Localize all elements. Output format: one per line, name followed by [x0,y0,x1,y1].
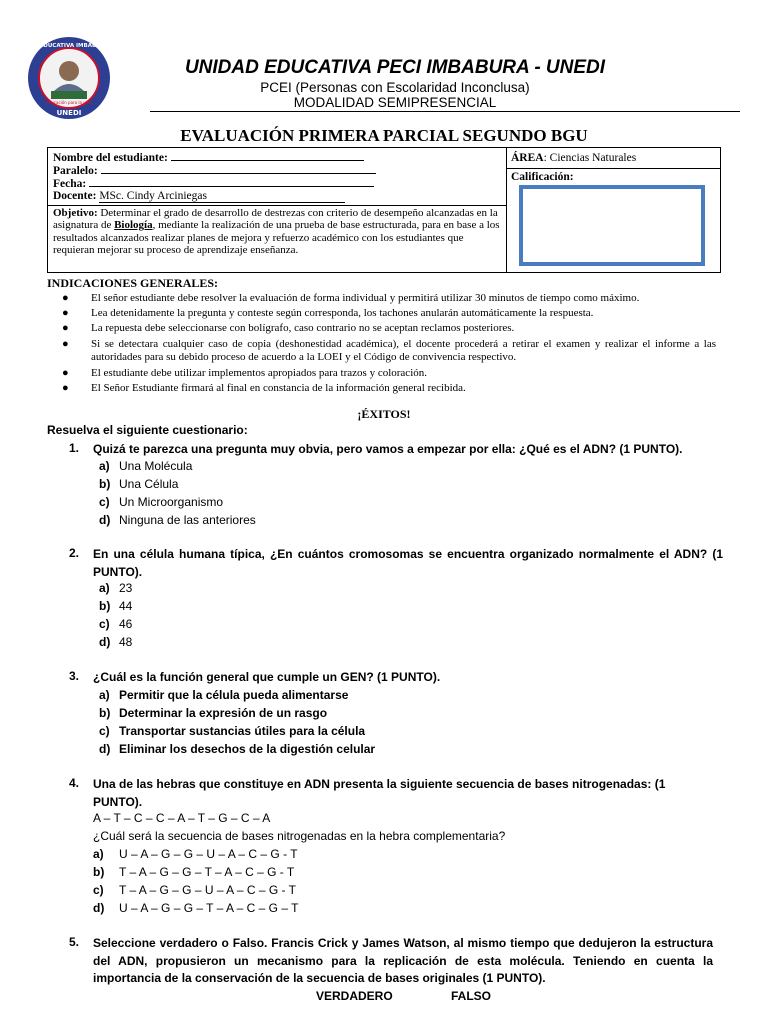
paralelo-label: Paralelo [53,165,94,177]
bullet-icon: ● [62,292,69,304]
indicaciones-list [62,292,716,397]
option-letter: b) [93,865,105,879]
bullet-icon: ● [62,307,69,320]
q4-option-c[interactable] [93,882,296,900]
q3-option-b[interactable] [99,705,327,723]
option-text: 46 [119,617,133,631]
option-text: Transportar sustancias útiles para la célula [119,724,366,738]
exitos-text: ¡ÉXITOS! [357,407,411,421]
student-info-table [47,147,721,273]
option-letter: a) [99,581,110,595]
q3-text: ¿Cuál es la función general que cumple un GEN? (1 PUNTO). [93,670,441,684]
q3-option-d[interactable] [99,741,375,759]
q5-number: 5. [69,935,80,949]
q1-option-b[interactable] [99,476,178,494]
bullet-icon: ● [62,337,69,350]
nombre-field[interactable] [171,150,364,161]
option-letter: b) [99,477,111,491]
option-text: Permitir que la célula pueda alimentarse [119,688,349,702]
q1-option-d[interactable] [99,512,256,530]
table-vertical-divider [506,148,507,272]
falso-option[interactable]: FALSO [451,989,492,1003]
docente-row: Docente: MSc. Cindy Arciniegas [53,190,345,203]
objetivo-subject: Biología [114,219,153,232]
option-text: T – A – G – G – T – A – C – G - T [119,865,295,879]
option-text: Una Molécula [119,459,193,473]
docente-label: Docente [53,190,93,202]
option-text: Eliminar los desechos de la digestión celular [119,742,376,756]
modality-subtitle: MODALIDAD SEMIPRESENCIAL [293,95,497,110]
list-item [62,367,716,381]
nombre-label: Nombre del estudiante [53,152,164,164]
option-text: 48 [119,635,133,649]
table-divider-left [48,205,506,206]
area-row: ÁREA: Ciencias Naturales [511,152,637,164]
q2-number: 2. [69,546,80,560]
option-text: U – A – G – G – T – A – C – G – T [119,901,299,915]
q4-sequence: A – T – C – C – A – T – G – C – A [93,811,271,825]
option-letter: b) [99,599,111,613]
option-letter: c) [99,617,110,631]
logo-top-text: UNIDAD EDUCATIVA IMBABURA PECI [13,43,125,49]
option-text: Ninguna de las anteriores [119,513,256,527]
area-label: ÁREA [511,152,544,164]
logo-bottom-text: UNEDI [56,109,82,117]
objetivo-part1: Determinar el grado de desarrollo de destrezas con criterio de desempeño alcanzadas en la asignatura de [53,207,498,232]
option-letter: a) [99,459,110,473]
q5-text: Seleccione verdadero o Falso. Francis Crick y James Watson, al mismo tiempo que dedujeron la estructura del ADN, propusieron un mecanismo para la replicación de esta molécula. Teniendo en cuenta la importancia de la conservación de la secuencia de bases originales (1 PUNTO). [93,936,713,985]
option-text: T – A – G – G – U – A – C – G - T [119,883,296,897]
option-text: U – A – G – G – U – A – C – G - T [119,847,298,861]
q1-option-c[interactable] [99,494,223,512]
q2-option-c[interactable] [99,616,132,634]
option-letter: d) [99,635,111,649]
q1-text: Quizá te parezca una pregunta muy obvia, pero vamos a empezar por ella: ¿Qué es el ADN? (1 PUNTO). [93,442,683,456]
q2-option-a[interactable] [99,580,132,598]
q2-option-b[interactable] [99,598,132,616]
q4-question: ¿Cuál será la secuencia de bases nitrogenadas en la hebra complementaria? [93,829,506,843]
program-subtitle: PCEI (Personas con Escolaridad Inconclusa) [260,80,530,95]
fecha-label: Fecha [53,178,83,190]
paralelo-field[interactable] [101,163,376,174]
indicacion-text: Si se detectara cualquier caso de copia (deshonestidad académica), el docente procederá a retirar el examen y realizar el informe a las autoridades para su debido proceso de acuerdo a la LOEI y el Código de convivencia respectivo. [91,337,716,364]
table-divider-right [506,168,720,169]
objetivo-text [53,207,501,256]
option-letter: a) [99,688,110,702]
option-letter: d) [99,742,111,756]
option-letter: d) [99,513,111,527]
q1-option-a[interactable] [99,458,192,476]
list-item [62,382,716,396]
verdadero-option[interactable]: VERDADERO [316,989,393,1003]
option-letter: b) [99,706,111,720]
objetivo-label: Objetivo: [53,207,98,219]
option-letter: d) [93,901,105,915]
option-letter: a) [93,847,104,861]
area-value: Ciencias Naturales [549,152,637,164]
option-text: Un Microorganismo [119,495,224,509]
q4-option-a[interactable] [93,846,298,864]
q2-option-d[interactable] [99,634,132,652]
bullet-icon: ● [62,381,69,394]
bullet-icon: ● [62,366,69,379]
exam-title: EVALUACIÓN PRIMERA PARCIAL SEGUNDO BGU [180,126,588,145]
list-item [62,307,716,321]
logo-motto: educación para la vida [46,100,92,105]
option-letter: c) [93,883,104,897]
indicacion-text: El señor estudiante debe resolver la evaluación de forma individual y permitirá utilizar 30 minutos de tiempo como máximo. [91,292,640,304]
indicacion-text: El Señor Estudiante firmará al final en constancia de la información general recibida. [91,381,466,394]
option-text: 44 [119,599,133,613]
option-text: 23 [119,581,133,595]
indicacion-text: Lea detenidamente la pregunta y conteste según corresponda, los tachones anularán automáticamente la respuesta. [91,307,594,320]
objetivo-part2: , mediante la realización de una prueba de base estructurada, para en base a los resultados alcanzados realizar planes de mejora y refuerzo académico con los estudiantes que requieran mejorar su proceso de aprendizaje enseñanza. [53,219,500,256]
indicacion-text: El estudiante debe utilizar implementos apropiados para trazos y coloración. [91,366,427,379]
list-item [62,338,716,366]
q4-option-d[interactable] [93,900,298,918]
fecha-field[interactable] [89,176,374,187]
indicacion-text: La repuesta debe seleccionarse con bolígrafo, caso contrario no se aceptan reclamos posteriores. [91,322,515,335]
q2-text: En una célula humana típica, ¿En cuántos cromosomas se encuentra organizado normalmente el ADN? (1 PUNTO). [93,547,723,579]
docente-value: MSc. Cindy Arciniegas [99,190,345,203]
q4-option-b[interactable] [93,864,294,882]
q4-number: 4. [69,776,80,790]
option-letter: c) [99,724,110,738]
option-text: Una Célula [119,477,179,491]
fecha-row: Fecha: [53,176,374,190]
paralelo-row: Paralelo: [53,163,376,177]
q3-number: 3. [69,669,80,683]
q1-number: 1. [69,441,80,455]
q4-text: Una de las hebras que constituye en ADN presenta la siguiente secuencia de bases nitrogenadas: (1 PUNTO). [93,777,666,809]
school-name: UNIDAD EDUCATIVA PECI IMBABURA - UNEDI [184,57,606,78]
list-item [62,322,716,336]
q3-option-a[interactable] [99,687,348,705]
option-text: Determinar la expresión de un rasgo [119,706,328,720]
cuestionario-intro: Resuelva el siguiente cuestionario: [47,423,248,437]
q3-option-c[interactable] [99,723,365,741]
school-logo [13,35,125,121]
indicaciones-title: INDICACIONES GENERALES: [47,276,219,290]
nombre-row: Nombre del estudiante: [53,150,364,164]
header-divider [150,111,740,112]
list-item [62,292,716,306]
bullet-icon: ● [62,322,69,335]
grade-box [519,185,705,266]
option-letter: c) [99,495,110,509]
calificacion-label: Calificación: [511,171,574,183]
